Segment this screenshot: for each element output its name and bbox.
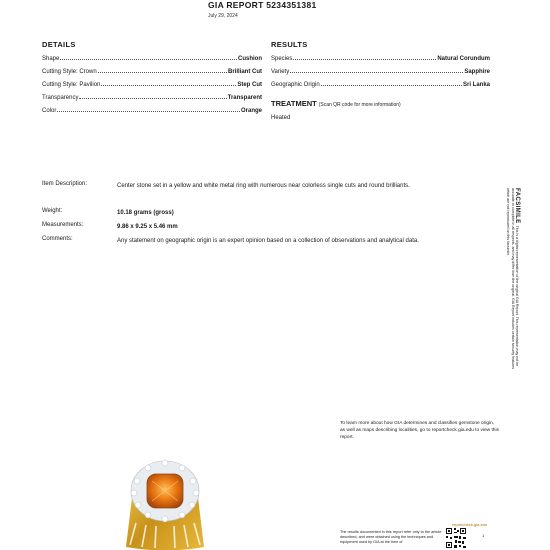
report-date: July 29, 2024 bbox=[208, 13, 238, 19]
learn-more-text: To learn more about how GIA determines and classifies gemstone origin, as well as maps describing localities, go to reportcheck.gia.edu to view this report. bbox=[340, 421, 499, 440]
weight-value: 10.18 grams (gross) bbox=[117, 210, 174, 216]
leader-dots bbox=[57, 110, 240, 112]
detail-row bbox=[42, 92, 262, 101]
treatment-value: Heated bbox=[271, 115, 291, 121]
detail-value: Orange bbox=[240, 108, 262, 114]
detail-value: Step Cut bbox=[237, 82, 262, 88]
detail-row bbox=[42, 53, 262, 62]
treatment-title: TREATMENT bbox=[271, 99, 317, 108]
treatment-heading bbox=[271, 99, 401, 108]
detail-value: Cushion bbox=[238, 56, 262, 62]
result-row bbox=[271, 53, 490, 62]
leader-dots bbox=[101, 84, 236, 86]
result-label: Geographic Origin bbox=[271, 82, 320, 88]
detail-row bbox=[42, 105, 262, 114]
page-number: 1 bbox=[482, 533, 485, 538]
detail-row bbox=[42, 79, 262, 88]
result-label: Species bbox=[271, 56, 293, 62]
facsimile-notice bbox=[499, 188, 519, 373]
result-value: Natural Corundum bbox=[437, 56, 490, 62]
details-heading: DETAILS bbox=[42, 40, 76, 49]
detail-label: Cutting Style: Pavilion bbox=[42, 82, 101, 88]
leader-dots bbox=[98, 71, 227, 73]
qr-code[interactable] bbox=[445, 527, 467, 549]
result-row bbox=[271, 66, 490, 75]
item-description-value: Center stone set in a yellow and white metal ring with numerous near colorless single cuts and round brilliants. bbox=[117, 183, 410, 189]
reportcheck-link[interactable]: reportcheck.gia.edu bbox=[452, 522, 488, 527]
result-label: Variety bbox=[271, 69, 290, 75]
leader-dots bbox=[290, 71, 463, 73]
detail-label: Shape bbox=[42, 56, 60, 62]
treatment-note: (Scan QR code for more information) bbox=[318, 102, 401, 108]
result-value: Sapphire bbox=[464, 69, 490, 75]
result-value: Sri Lanka bbox=[462, 82, 490, 88]
measurements-value: 9.86 x 9.25 x 5.46 mm bbox=[117, 224, 178, 230]
leader-dots bbox=[79, 97, 226, 99]
footer-disclaimer: The results documented in this report refer only to the article described, and were obtained using the techniques and equipment used by GIA at the time of bbox=[340, 530, 442, 545]
item-description-label: Item Description: bbox=[42, 181, 88, 187]
leader-dots bbox=[293, 58, 436, 60]
facsimile-word: FACSIMILE bbox=[514, 188, 520, 224]
result-row bbox=[271, 79, 490, 88]
leader-dots bbox=[60, 58, 237, 60]
ring-image bbox=[122, 451, 208, 550]
weight-label: Weight: bbox=[42, 208, 63, 214]
detail-value: Brilliant Cut bbox=[228, 69, 262, 75]
measurements-label: Measurements: bbox=[42, 222, 84, 228]
detail-label: Transparency bbox=[42, 95, 79, 101]
comments-label: Comments: bbox=[42, 236, 73, 242]
facsimile-text: This is a digital representation of the original GIA Report. This representation may not be accurate or complete in all respects, and may differ from the original. GIA Report includes certain security features which are not reproduced on this facsimile. bbox=[506, 188, 519, 370]
detail-row bbox=[42, 66, 262, 75]
detail-label: Color bbox=[42, 108, 57, 114]
detail-value: Transparent bbox=[227, 95, 262, 101]
detail-label: Cutting Style: Crown bbox=[42, 69, 97, 75]
leader-dots bbox=[321, 84, 462, 86]
comments-value: Any statement on geographic origin is an expert opinion based on a collection of observations and analytical data. bbox=[117, 238, 419, 244]
results-heading: RESULTS bbox=[271, 40, 308, 49]
report-title: GIA REPORT 5234351381 bbox=[208, 0, 317, 10]
